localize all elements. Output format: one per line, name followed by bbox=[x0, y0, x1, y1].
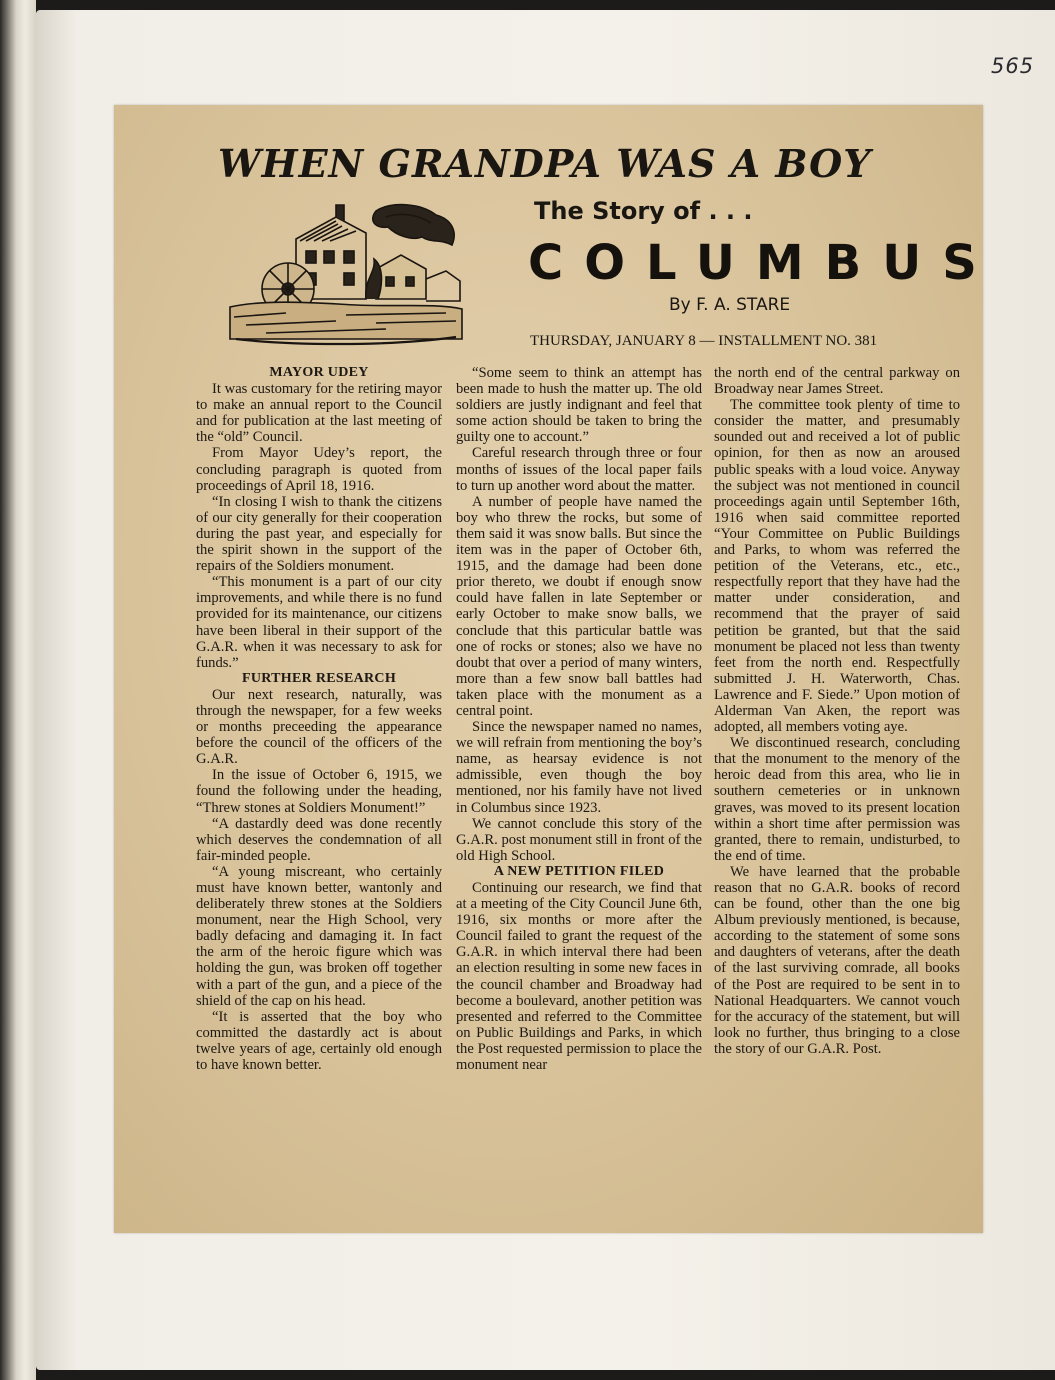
article-paragraph: “A dastardly deed was done recently which deserves the condemnation of all fair-minded people. bbox=[196, 815, 442, 864]
page-number: 565 bbox=[991, 54, 1035, 78]
city-title: COLUMBUS bbox=[528, 235, 998, 291]
article-paragraph: Since the newspaper named no names, we will refrain from mentioning the boy’s name, as hearsay evidence is not admissible, even though the boy mentioned, nor his family have not lived in Columbus since 1923. bbox=[456, 719, 702, 816]
article-paragraph: Continuing our research, we find that at a meeting of the City Council June 6th, 1916, six months or more after the Council failed to grant the request of the G.A.R. in which interval there had been an election resulting in some new faces in the council chamber and Broadway had become a boulevard, another petition was presented and referred to the Committee on Public Buildings and Parks, in which the Post requested permission to place the monument near bbox=[456, 880, 702, 1074]
article-paragraph: Our next research, naturally, was through the newspaper, for a few weeks or months preceeding the appearance before the council of the officers of the G.A.R. bbox=[196, 686, 442, 768]
section-heading: FURTHER RESEARCH bbox=[241, 670, 397, 686]
dateline: THURSDAY, JANUARY 8 — INSTALLMENT NO. 381 bbox=[530, 333, 878, 349]
article-paragraph: “In closing I wish to thank the citizens of our city generally for their cooperation during the past year, and especially for the spirit shown in the support of the repairs of the Soldiers monument. bbox=[196, 493, 442, 575]
article-paragraph: the north end of the central parkway on Broadway near James Street. bbox=[714, 365, 960, 398]
section-heading: MAYOR UDEY bbox=[269, 365, 369, 380]
article-column-2 bbox=[456, 365, 702, 1073]
article-paragraph: “Some seem to think an attempt has been made to hush the matter up. The old soldiers are justly indignant and feel that some action should be taken to bring the guilty one to account.” bbox=[456, 365, 702, 446]
article-paragraph: In the issue of October 6, 1915, we found the following under the heading, “Threw stones at Soldiers Monument!” bbox=[196, 767, 442, 816]
album-binding bbox=[0, 0, 36, 1380]
article-paragraph: We have learned that the probable reason that no G.A.R. books of record can be found, other than the one big Album previously mentioned, is because, according to the statement of some sons and daughters of veterans, after the death of the last surviving comrade, all books of the Post are required to be sent in to National Headquarters. We cannot vouch for the accuracy of the statement, but will look no further, thus bringing to a close the story of our G.A.R. Post. bbox=[714, 863, 960, 1057]
article-paragraph: “It is asserted that the boy who committed the dastardly act is about twelve years of age, certainly old enough to have known better. bbox=[196, 1008, 442, 1074]
article-paragraph: “This monument is a part of our city improvements, and while there is no fund provided for its maintenance, our citizens have been liberal in their support of the G.A.R. when it was necessary to ask for funds.” bbox=[196, 574, 442, 671]
newspaper-clipping bbox=[114, 105, 998, 1233]
mill-illustration bbox=[226, 199, 464, 347]
subtitle: The Story of . . . bbox=[534, 197, 753, 225]
article-paragraph: We discontinued research, concluding that the monument to the menory of the heroic dead from this area, who lie in southern cemeteries or in unknown graves, was moved to its present location within a short time after permission was granted, there to remain, undisturbed, to the end of time. bbox=[714, 735, 960, 864]
article-paragraph: The committee took plenty of time to consider the matter, and presumably sounded out and received a lot of public opinion, for then as now an aroused public speaks with a loud voice. Anyway the subject was not mentioned in council proceedings again until September 16th, 1916 when said committee reported “Your Committee on Public Buildings and Parks, to whom was referred the petition of the Veterans, etc., etc., respectfully report that they have had the matter under consideration, and recommend that the prayer of said petition be granted, but that the said monument be placed not less than twenty feet from the north end. Respectfully submitted J. H. Waterworth, Chas. Lawrence and F. Siede.” Upon motion of Alderman Van Aken, the report was adopted, all members voting aye. bbox=[714, 397, 960, 736]
article-paragraph: We cannot conclude this story of the G.A.R. post monument still in front of the old High School. bbox=[456, 815, 702, 864]
section-heading: A NEW PETITION FILED bbox=[493, 863, 665, 879]
article-column-3 bbox=[714, 365, 960, 1057]
byline: By F. A. STARE bbox=[669, 295, 791, 315]
article-paragraph: It was customary for the retiring mayor to make an annual report to the Council and for publication at the last meeting of the “old” Council. bbox=[196, 381, 442, 446]
article-paragraph: Careful research through three or four months of issues of the local paper fails to turn up another word about the matter. bbox=[456, 445, 702, 494]
article-paragraph: From Mayor Udey’s report, the concluding paragraph is quoted from proceedings of April 18, 1916. bbox=[196, 445, 442, 494]
headline: WHEN GRANDPA WAS A BOY bbox=[218, 141, 872, 186]
article-column-1 bbox=[196, 365, 442, 1073]
article-paragraph: A number of people have named the boy who threw the rocks, but some of them said it was snow balls. But since the item was in the paper of October 6th, 1915, and the damage had been done prior thereto, we doubt if enough snow could have fallen in late September or early October to make snow balls, we conclude that this particular battle was one of rocks or stones; also we have no doubt that over a period of many winters, more than a few snow ball battles had taken place with the monument as a central point. bbox=[456, 493, 702, 719]
article-paragraph: “A young miscreant, who certainly must have known better, wantonly and deliberately threw stones at the Soldiers monument, near the High School, very badly defacing and damaging it. In fact the arm of the heroic figure which was holding the gun, was broken off together with a part of the gun, and a piece of the shield of the cap on his head. bbox=[196, 863, 442, 1009]
